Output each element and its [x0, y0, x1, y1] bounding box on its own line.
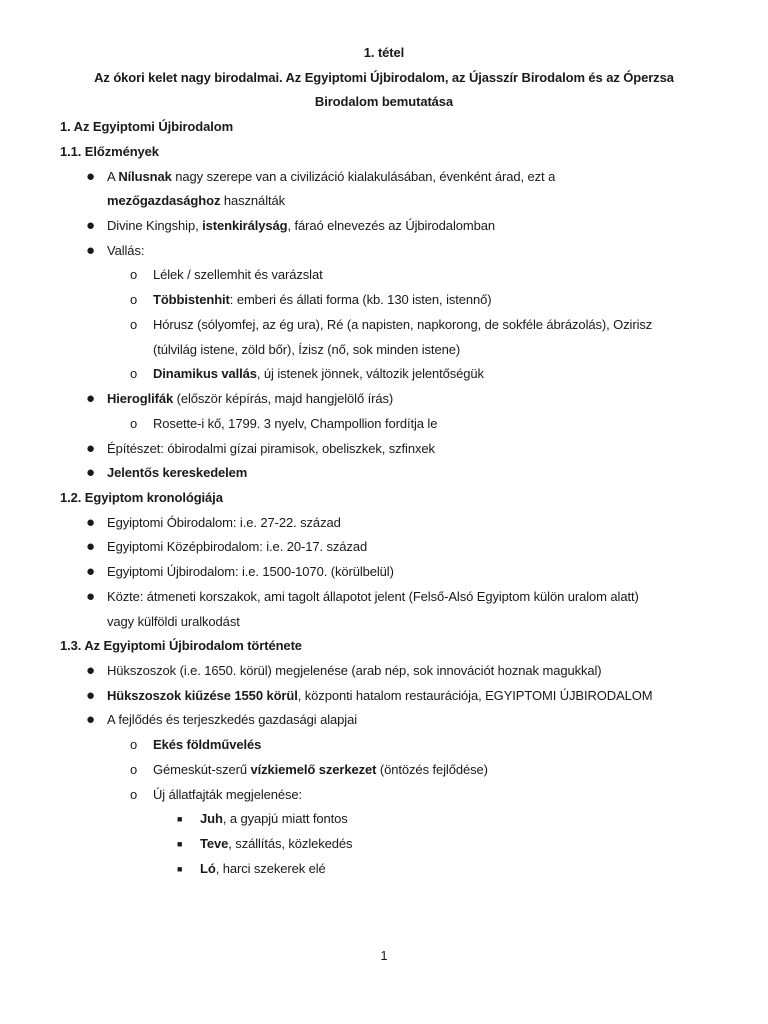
text: Lélek / szellemhit és varázslat [153, 267, 323, 283]
bold-text: Ló [200, 860, 216, 876]
bullet-icon: ● [86, 464, 96, 482]
text: Hórusz (sólyomfej, az ég ura), Ré (a napisten, napkorong, de sokféle ábrázolás), Ozirisz [153, 316, 653, 332]
list-item [107, 588, 639, 606]
bullet-icon: o [130, 292, 138, 308]
bullet-icon: o [130, 786, 138, 802]
text: Közte: átmeneti korszakok, ami tagolt állapotot jelent (Felső-Alsó Egyiptom külön uralom alatt) [107, 588, 639, 604]
text: Hükszoszok (i.e. 1650. körül) megjelenése (arab nép, sok innovációt hoznak magukkal) [107, 663, 602, 678]
list-item [107, 662, 602, 680]
title-line [0, 44, 768, 62]
text: : emberi és állati forma (kb. 130 isten, istennő) [229, 292, 492, 308]
text: Egyiptomi Újbirodalom: i.e. 1500-1070. (körülbelül) [107, 564, 394, 580]
section-heading [60, 118, 233, 136]
text: A [107, 168, 119, 184]
bullet-icon: ● [86, 662, 96, 679]
text: Új állatfajták megjelenése: [153, 786, 303, 802]
bold-text: Juh [200, 811, 223, 827]
list-item [153, 316, 652, 334]
text: A fejlődés és terjeszkedés gazdasági alapjai [107, 712, 357, 728]
section-heading [60, 489, 223, 507]
list-item [153, 291, 492, 309]
bold-text: 1. tétel [363, 45, 405, 60]
text: , a gyapjú miatt fontos [222, 811, 348, 827]
text: Építészet: óbirodalmi gízai piramisok, obeliszkek, szfinxek [107, 440, 435, 456]
bold-text: 1.1. Előzmények [60, 143, 159, 159]
text: , fáraó elnevezés az Újbirodalomban [287, 218, 495, 234]
bold-text: 1.2. Egyiptom kronológiája [60, 489, 223, 505]
bold-text: Az ókori kelet nagy birodalmai. Az Egyiptomi Újbirodalom, az Újasszír Birodalom és az Óperzsa [94, 69, 674, 85]
list-item [153, 341, 460, 359]
page-number: 1 [380, 948, 388, 963]
list-item [107, 390, 393, 408]
bullet-icon: ■ [177, 814, 183, 825]
list-item [107, 563, 394, 581]
bullet-icon: o [130, 267, 138, 283]
text: Gémeskút-szerű [153, 761, 251, 777]
bold-text: Jelentős kereskedelem [107, 465, 248, 481]
bold-text: istenkirályság [202, 218, 288, 234]
text: (túlvilág istene, zöld bőr), Ízisz (nő, sok minden istene) [153, 341, 461, 357]
bold-text: vízkiemelő szerkezet [250, 761, 377, 777]
text: Divine Kingship, [107, 218, 203, 234]
text: Egyiptomi Óbirodalom: i.e. 27-22. század [107, 514, 341, 530]
list-item [153, 761, 488, 779]
list-item [153, 415, 437, 433]
bold-text: Teve [200, 836, 229, 852]
list-item [153, 736, 261, 754]
bullet-icon: o [130, 316, 138, 332]
list-item [200, 835, 352, 853]
bold-text: 1. Az Egyiptomi Újbirodalom [60, 119, 234, 135]
text: , új istenek jönnek, változik jelentőségük [256, 366, 484, 382]
title-line [0, 69, 768, 87]
list-item [153, 786, 302, 804]
list-item [107, 192, 285, 210]
list-item [107, 242, 144, 260]
list-item [153, 365, 484, 383]
text: Rosette-i kő, 1799. 3 nyelv, Champollion fordítja le [153, 415, 438, 431]
bullet-icon: ● [86, 563, 96, 581]
text: , harci szekerek elé [215, 860, 326, 876]
bullet-icon: ■ [177, 863, 183, 874]
bold-text: mezőgazdasághoz [107, 193, 221, 209]
section-heading [60, 637, 302, 655]
bold-text: Hieroglifák [107, 391, 174, 407]
section-heading [60, 143, 159, 161]
text: nagy szerepe van a civilizáció kialakulásában, évenként árad, ezt a [171, 168, 556, 184]
text: Vallás: [107, 242, 145, 258]
list-item [107, 514, 341, 532]
list-item [200, 860, 326, 878]
list-item [107, 168, 555, 186]
bold-text: Birodalom bemutatása [314, 94, 454, 110]
bullet-icon: o [130, 737, 138, 753]
list-item [107, 464, 247, 482]
bullet-icon: ● [86, 686, 96, 704]
bullet-icon: o [130, 415, 138, 431]
bold-text: Dinamikus vallás [153, 366, 257, 382]
bold-text: Nílusnak [118, 168, 172, 184]
list-item [107, 711, 357, 729]
text: használták [220, 193, 286, 209]
bullet-icon: ● [86, 439, 96, 457]
bullet-icon: o [130, 366, 138, 382]
text: , központi hatalom restaurációja, EGYIPTOMI ÚJBIRODALOM [297, 687, 653, 703]
bullet-icon: ● [86, 241, 96, 259]
bullet-icon: ■ [177, 839, 183, 850]
bullet-icon: ● [86, 390, 96, 408]
list-item [107, 440, 435, 458]
bold-text: Hükszoszok kiűzése 1550 körül [107, 687, 298, 703]
bullet-icon: ● [86, 538, 96, 556]
bold-text: Többistenhit [153, 292, 230, 308]
list-item [107, 538, 367, 556]
list-item [200, 810, 348, 828]
text: (öntözés fejlődése) [376, 761, 488, 777]
title-line [0, 93, 768, 111]
text: Egyiptomi Középbirodalom: i.e. 20-17. század [107, 539, 368, 555]
list-item [153, 266, 323, 284]
list-item [107, 217, 495, 235]
text: (először képírás, majd hangjelölő írás) [173, 391, 394, 407]
text: vagy külföldi uralkodást [107, 613, 240, 629]
list-item [107, 613, 240, 631]
text: , szállítás, közlekedés [228, 836, 353, 852]
bullet-icon: ● [86, 587, 96, 605]
bullet-icon: ● [86, 167, 96, 185]
bullet-icon: ● [86, 513, 96, 531]
bold-text: 1.3. Az Egyiptomi Újbirodalom története [60, 638, 302, 654]
bullet-icon: ● [86, 711, 96, 729]
bold-text: Ekés földművelés [153, 737, 262, 753]
list-item [107, 687, 653, 705]
bullet-icon: ● [86, 217, 96, 235]
bullet-icon: o [130, 761, 138, 777]
